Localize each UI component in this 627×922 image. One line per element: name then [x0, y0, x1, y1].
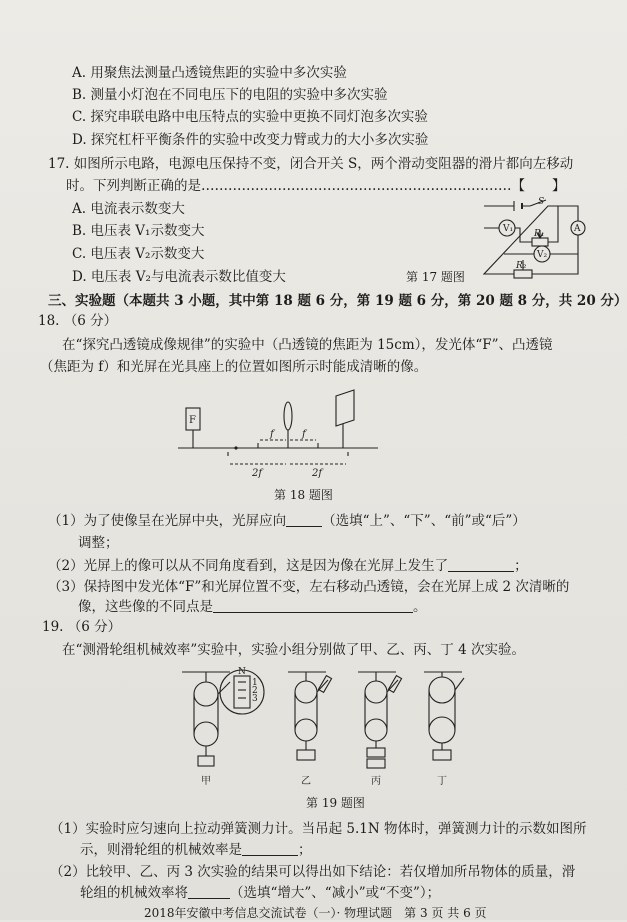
q19-label-yi: 乙: [301, 776, 311, 787]
q19-label-scale-3: 3: [252, 694, 258, 704]
q17-caption: 第 17 题图: [406, 270, 465, 284]
q17-label-v1: V₁: [503, 224, 514, 234]
q17-option-d: D. 电压表 V₂与电流表示数比值变大: [72, 269, 286, 285]
q18-stem-line1: 在“探究凸透镜成像规律”的实验中（凸透镜的焦距为 15cm），发光体“F”、凸透镜: [62, 337, 553, 353]
section-3-title: 三、实验题（本题共 3 小题，其中第 18 题 6 分，第 19 题 6 分，第 20 题 8 分，共 20 分）: [48, 293, 627, 309]
q18-lens-icon: [284, 402, 292, 430]
q17-stem-line1: 17. 如图所示电路，电源电压保持不变，闭合开关 S，两个滑动变阻器的滑片都向左移动: [48, 156, 574, 172]
q18-sub1-blank[interactable]: [286, 512, 322, 527]
q18-sub3-text: 像，这些像的不同点是: [78, 599, 213, 615]
q18-sub1-text: （1）为了使像呈在光屏中央，光屏应向: [48, 513, 287, 529]
q17-option-a: A. 电流表示数变大: [72, 201, 185, 217]
q17-option-c: C. 电压表 V₂示数变大: [72, 246, 205, 262]
q17-label-r2: R₂: [516, 261, 527, 271]
q16-option-c: C. 探究串联电路中电压特点的实验中更换不同灯泡多次实验: [72, 109, 428, 125]
q19-setup-ding: [429, 672, 464, 760]
q19-setup-bing: [365, 672, 402, 768]
q18-sub2: [48, 557, 528, 575]
q18-label-2f-left: 2f: [252, 468, 263, 479]
q19-sub1-blank[interactable]: [242, 841, 298, 856]
q19-label-newton: N: [238, 667, 246, 677]
q19-sub2-line2: [80, 884, 440, 902]
q19-sub2-line1: （2）比较甲、乙、丙 3 次实验的结果可以得出如下结论：若仅增加所吊物体的质量，滑: [50, 864, 576, 880]
q18-label-2f-right: 2f: [312, 468, 323, 479]
q17-label-switch: S: [538, 197, 545, 207]
q19-sub1-line1: （1）实验时应匀速向上拉动弹簧测力计。当吊起 5.1N 物体时，弹簧测力计的示数如图所: [50, 821, 587, 837]
q19-pulley-diagram: [176, 664, 466, 790]
q18-screen-icon: [336, 390, 354, 426]
q17-label-v2: V₂: [537, 250, 548, 260]
page-footer: 2018年安徽中考信息交流试卷（一）· 物理试题 第 3 页 共 6 页: [144, 906, 487, 920]
q18-sub3-tail: 。: [413, 599, 427, 615]
q19-sub2-tail: （选填“增大”、“减小”或“不变”）；: [230, 885, 441, 901]
q17-option-b: B. 电压表 V₁示数变大: [72, 223, 205, 239]
q17-label-r1: R₁: [534, 229, 545, 239]
q18-sub3-line2: [78, 598, 427, 616]
q19-sub1-tail: ；: [298, 842, 312, 858]
q19-stem: 在“测滑轮组机械效率”实验中，实验小组分别做了甲、乙、丙、丁 4 次实验。: [62, 642, 525, 658]
q16-option-a: A. 用聚焦法测量凸透镜焦距的实验中多次实验: [72, 65, 347, 81]
q17-circuit-diagram: [474, 196, 594, 284]
q19-setup-yi: [295, 672, 332, 760]
q18-stem-line2: （焦距为 f）和光屏在光具座上的位置如图所示时能成清晰的像。: [40, 359, 428, 375]
q19-label-jia: 甲: [201, 776, 211, 787]
q19-number: 19. （6 分）: [42, 619, 122, 635]
q18-sub3-blank[interactable]: [213, 598, 413, 613]
q19-caption: 第 19 题图: [306, 796, 365, 810]
q19-sub2-text: 轮组的机械效率将: [80, 885, 188, 901]
q16-option-b: B. 测量小灯泡在不同电压下的电阻的实验中多次实验: [72, 87, 388, 103]
q18-sub1-line1: [48, 512, 526, 530]
q19-label-scale-2: 2: [252, 686, 258, 696]
q19-label-ding: 丁: [437, 776, 447, 787]
q18-sub1-line2: 调整；: [78, 535, 119, 551]
q19-sub1-line2: [80, 841, 312, 859]
q18-sub2-blank[interactable]: [448, 557, 514, 572]
q18-sub2-text: （2）光屏上的像可以从不同角度看到，这是因为像在光屏上发生了: [48, 558, 449, 574]
q18-optical-bench-diagram: [178, 388, 378, 480]
q17-stem-line2: 时。下列判断正确的是……………………………………………………………【 】: [66, 178, 566, 194]
q18-sub1-tail: （选填“上”、“下”、“前”或“后”）: [322, 513, 526, 529]
q19-label-scale-1: 1: [252, 678, 258, 688]
q16-option-d: D. 探究杠杆平衡条件的实验中改变力臂或力的大小多次实验: [72, 132, 429, 148]
q19-sub1-text: 示，则滑轮组的机械效率是: [80, 842, 242, 858]
q18-sub3-line1: （3）保持图中发光体“F”和光屏位置不变，左右移动凸透镜，会在光屏上成 2 次清晰的: [48, 579, 570, 595]
q18-label-f-left: f: [270, 429, 274, 440]
q18-sub2-tail: ；: [514, 558, 528, 574]
q19-sub2-blank[interactable]: [188, 884, 230, 899]
q18-number: 18. （6 分）: [38, 313, 118, 329]
q18-label-object: F: [189, 415, 196, 426]
q19-label-bing: 丙: [371, 776, 381, 787]
q18-caption: 第 18 题图: [274, 488, 333, 502]
q18-label-f-right: f: [302, 429, 306, 440]
q17-label-ammeter: A: [574, 224, 581, 234]
